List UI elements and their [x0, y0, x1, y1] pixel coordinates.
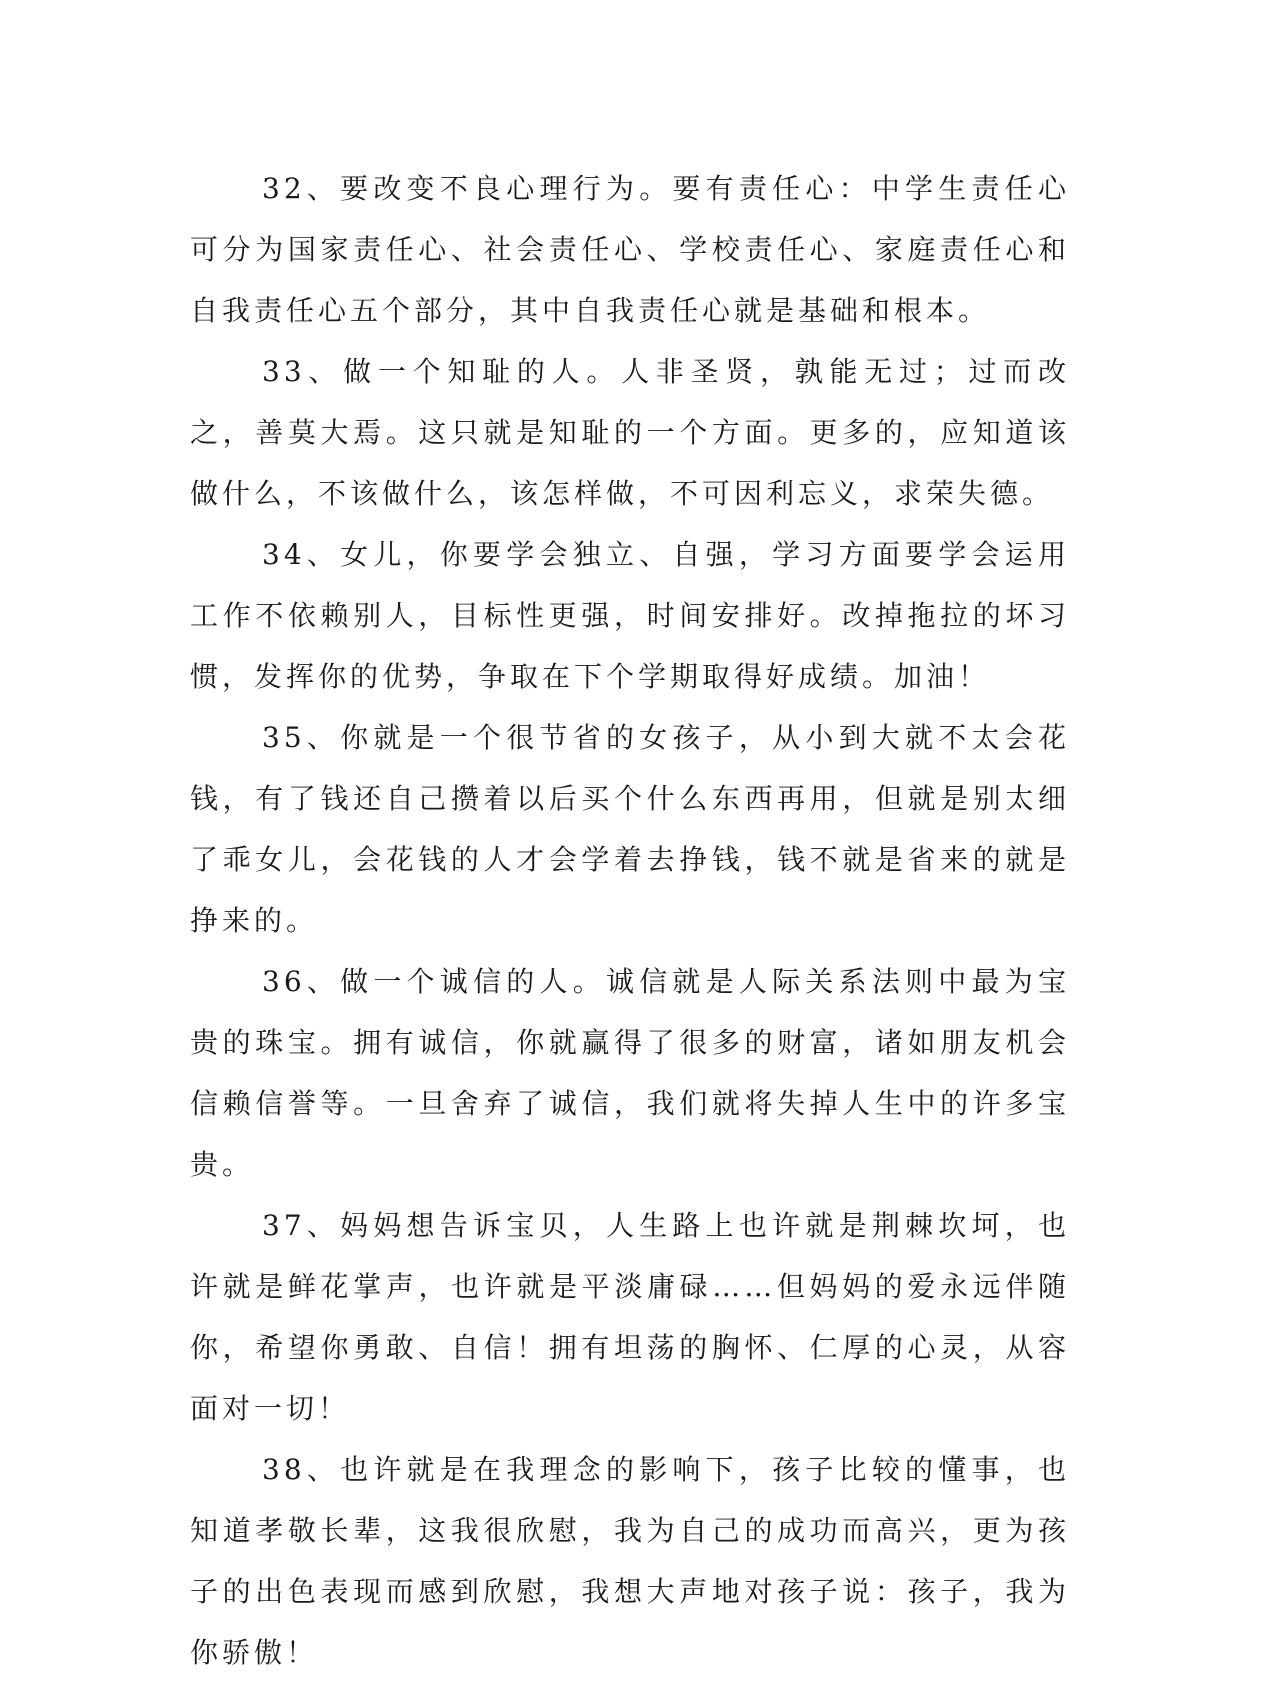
paragraph-34: 34、女儿，你要学会独立、自强，学习方面要学会运用工作不依赖别人，目标性更强，时间安排好。改掉拖拉的坏习惯，发挥你的优势，争取在下个学期取得好成绩。加油！ — [190, 538, 1070, 693]
document-body — [190, 158, 1070, 1683]
paragraph-32: 32、要改变不良心理行为。要有责任心：中学生责任心可分为国家责任心、社会责任心、学校责任心、家庭责任心和自我责任心五个部分，其中自我责任心就是基础和根本。 — [190, 172, 1070, 327]
paragraph-36: 36、做一个诚信的人。诚信就是人际关系法则中最为宝贵的珠宝。拥有诚信，你就赢得了很多的财富，诸如朋友机会信赖信誉等。一旦舍弃了诚信，我们就将失掉人生中的许多宝贵。 — [190, 965, 1070, 1181]
paragraph-35: 35、你就是一个很节省的女孩子，从小到大就不太会花钱，有了钱还自己攒着以后买个什么东西再用，但就是别太细了乖女儿，会花钱的人才会学着去挣钱，钱不就是省来的就是挣来的。 — [190, 721, 1070, 937]
paragraph-33: 33、做一个知耻的人。人非圣贤，孰能无过；过而改之，善莫大焉。这只就是知耻的一个方面。更多的，应知道该做什么，不该做什么，该怎样做，不可因利忘义，求荣失德。 — [190, 355, 1070, 510]
paragraph-38: 38、也许就是在我理念的影响下，孩子比较的懂事，也知道孝敬长辈，这我很欣慰，我为自己的成功而高兴，更为孩子的出色表现而感到欣慰，我想大声地对孩子说：孩子，我为你骄傲！ — [190, 1453, 1070, 1669]
paragraph-37: 37、妈妈想告诉宝贝，人生路上也许就是荆棘坎坷，也许就是鲜花掌声，也许就是平淡庸碌……但妈妈的爱永远伴随你，希望你勇敢、自信！拥有坦荡的胸怀、仁厚的心灵，从容面对一切！ — [190, 1209, 1070, 1425]
